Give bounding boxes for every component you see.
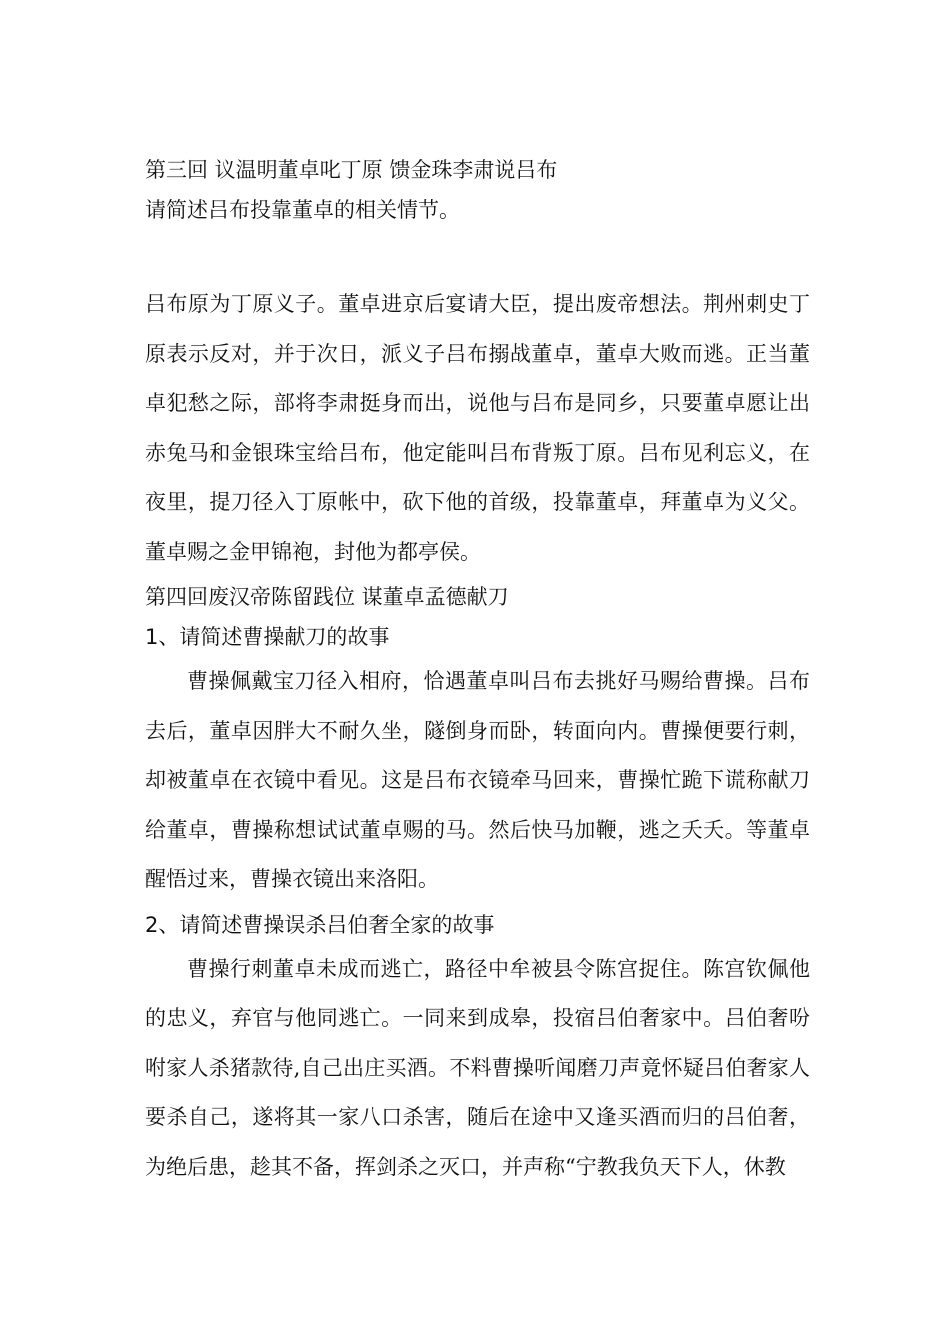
chapter-3-answer: 吕布原为丁原义子。董卓进京后宴请大臣，提出废帝想法。荆州刺史丁原表示反对，并于次日，派义子吕布搦战董卓，董卓大败而逃。正当董卓犯愁之际，部将李肃挺身而出，说他与吕布是同乡，只要董卓愿让出赤兔马和金银珠宝给吕布，他定能叫吕布背叛丁原。吕布见利忘义，在夜里，提刀径入丁原帐中，砍下他的首级，投靠董卓，拜董卓为义父。董卓赐之金甲锦袍，封他为都亭侯。 (145, 292, 810, 564)
chapter-3-title: 第三回 议温明董卓叱丁原 馈金珠李肃说吕布 (145, 158, 558, 182)
chapter-3-question: 请简述吕布投靠董卓的相关情节。 (145, 198, 460, 222)
document-body (145, 150, 810, 1192)
blank-line (145, 230, 810, 280)
chapter-4-title: 第四回废汉帝陈留践位 谋董卓孟德献刀 (145, 585, 509, 609)
chapter-4-answer-1: 曹操佩戴宝刀径入相府，恰遇董卓叫吕布去挑好马赐给曹操。吕布去后，董卓因胖大不耐久坐，隧倒身而卧，转面向内。曹操便要行刺，却被董卓在衣镜中看见。这是吕布衣镜牵马回来，曹操忙跪下谎称献刀给董卓，曹操称想试试董卓赐的马。然后快马加鞭，逃之夭夭。等董卓醒悟过来，曹操衣镜出来洛阳。 (145, 669, 810, 891)
chapter-4-answer-2: 曹操行刺董卓未成而逃亡，路径中牟被县令陈宫捉住。陈宫钦佩他的忠义，弃官与他同逃亡。一同来到成皋，投宿吕伯奢家中。吕伯奢吩咐家人杀猪款待,自己出庄买酒。不料曹操听闻磨刀声竟怀疑吕伯奢家人要杀自己，遂将其一家八口杀害，随后在途中又逢买酒而归的吕伯奢，为绝后患，趁其不备，挥剑杀之灭口，并声称“宁教我负天下人，休教 (145, 956, 810, 1179)
chapter-4-question-2: 2、请简述曹操误杀吕伯奢全家的故事 (145, 912, 495, 937)
chapter-4-question-1: 1、请简述曹操献刀的故事 (145, 625, 390, 649)
